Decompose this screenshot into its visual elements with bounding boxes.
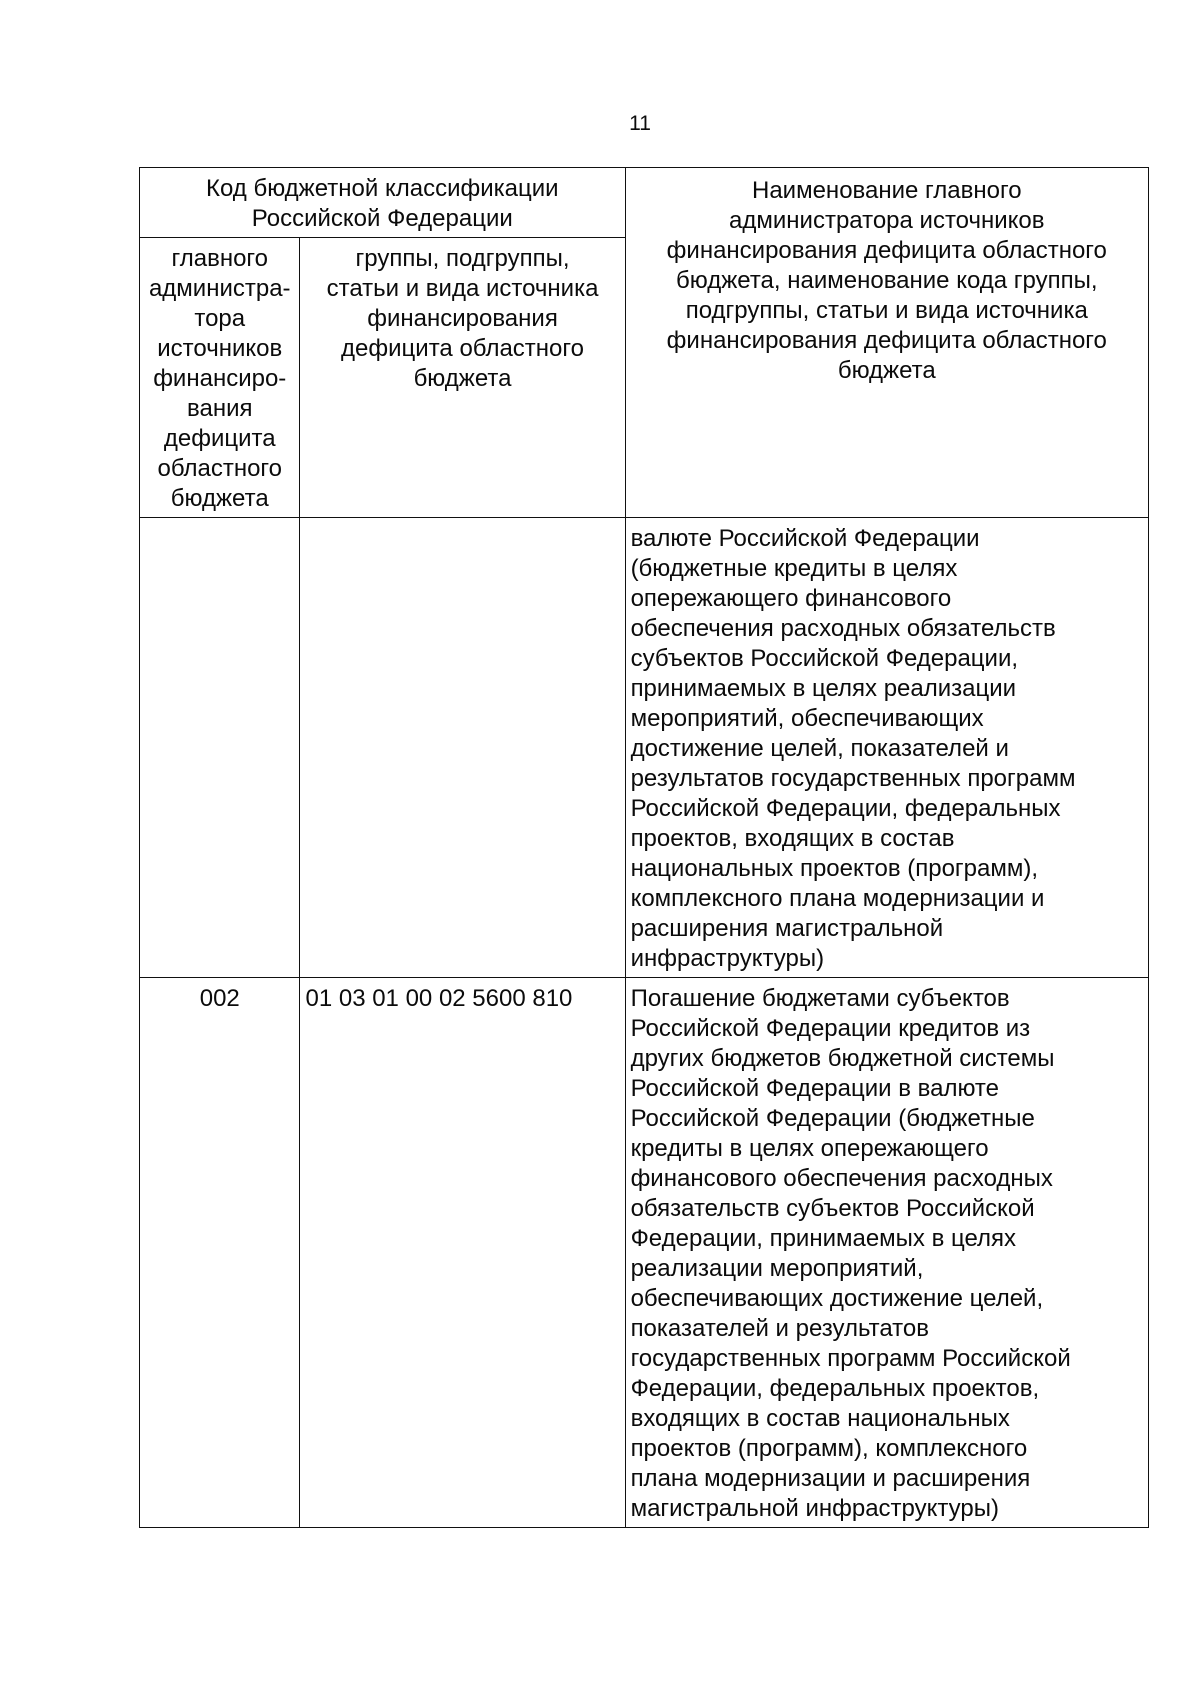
budget-classification-table [139, 167, 1149, 1528]
page-number: 11 [629, 112, 651, 135]
cell-admin-code [140, 518, 300, 978]
table-row [140, 978, 1149, 1528]
header-budget-code-group: Код бюджетной классификации Российской Федерации [140, 168, 626, 238]
cell-classification-code [300, 518, 625, 978]
header-group-column: группы, подгруппы, статьи и вида источника финансирования дефицита областного бюджета [300, 238, 625, 518]
header-row-top [140, 168, 1149, 238]
header-name-column: Наименование главного администратора источников финансирования дефицита областного бюджета, наименование кода группы, подгруппы, статьи и вида источника финансирования дефицита областного бюджета [625, 168, 1148, 518]
header-admin-column: главного администра- тора источников финансиро- вания дефицита областного бюджета [140, 238, 300, 518]
cell-description: валюте Российской Федерации (бюджетные кредиты в целях опережающего финансового обеспечения расходных обязательств субъектов Российской Федерации, принимаемых в целях реализации мероприятий, обеспечивающих достижение целей, показателей и результатов государственных программ Российской Федерации, федеральных проектов, входящих в состав национальных проектов (программ), комплексного плана модернизации и расширения магистральной инфраструктуры) [625, 518, 1148, 978]
cell-description: Погашение бюджетами субъектов Российской Федерации кредитов из других бюджетов бюджетной системы Российской Федерации в валюте Российской Федерации (бюджетные кредиты в целях опережающего финансового обеспечения расходных обязательств субъектов Российской Федерации, принимаемых в целях реализации мероприятий, обеспечивающих достижение целей, показателей и результатов государственных программ Российской Федерации, федеральных проектов, входящих в состав национальных проектов (программ), комплексного плана модернизации и расширения магистральной инфраструктуры) [625, 978, 1148, 1528]
table-row [140, 518, 1149, 978]
cell-classification-code: 01 03 01 00 02 5600 810 [300, 978, 625, 1528]
cell-admin-code: 002 [140, 978, 300, 1528]
